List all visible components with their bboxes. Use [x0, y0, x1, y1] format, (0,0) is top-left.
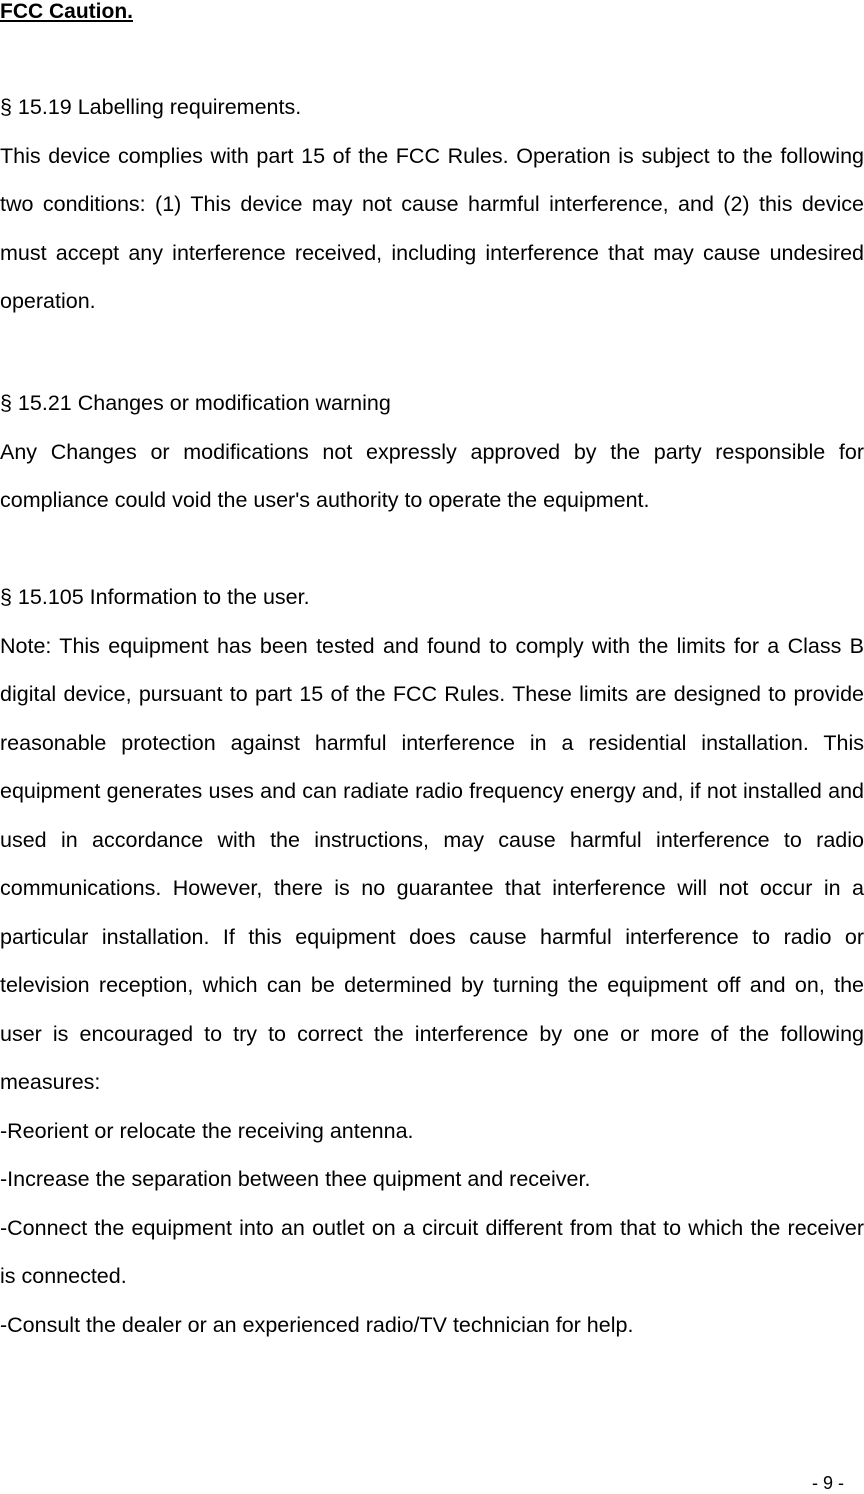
section-labelling-requirements	[0, 83, 864, 326]
measure-item: -Connect the equipment into an outlet on a circuit different from that to which the receiver is connected.	[0, 1215, 864, 1288]
page-number: - 9 -	[811, 1473, 844, 1493]
section-body: Note: This equipment has been tested and found to comply with the limits for a Class B digital device, pursuant to part 15 of the FCC Rules. These limits are designed to provide reasonable protection against harmful interference in a residential installation. This equipment generates uses and can radiate radio frequency energy and, if not installed and used in accordance with the instructions, may cause harmful interference to radio communications. However, there is no guarantee that interference will not occur in a particular installation. If this equipment does cause harmful interference to radio or television reception, which can be determined by turning the equipment off and on, the user is encouraged to try to correct the interference by one or more of the following measures:	[0, 633, 864, 1094]
section-body: Any Changes or modifications not expressly approved by the party responsible for compliance could void the user's authority to operate the equipment.	[0, 439, 864, 512]
section-body: This device complies with part 15 of the FCC Rules. Operation is subject to the following two conditions: (1) This device may not cause harmful interference, and (2) this device must accept any interference received, including interference that may cause undesired operation.	[0, 143, 864, 313]
measure-item: -Increase the separation between thee quipment and receiver.	[0, 1167, 591, 1191]
measure-item: -Reorient or relocate the receiving antenna.	[0, 1118, 414, 1143]
section-changes-warning	[0, 379, 864, 525]
page-title: FCC Caution.	[0, 0, 133, 23]
section-heading: § 15.19 Labelling requirements.	[0, 95, 302, 119]
section-heading: § 15.21 Changes or modification warning	[0, 391, 391, 415]
measure-item: -Consult the dealer or an experienced radio/TV technician for help.	[0, 1312, 634, 1337]
section-information-to-user	[0, 573, 864, 1349]
section-heading: § 15.105 Information to the user.	[0, 585, 310, 609]
